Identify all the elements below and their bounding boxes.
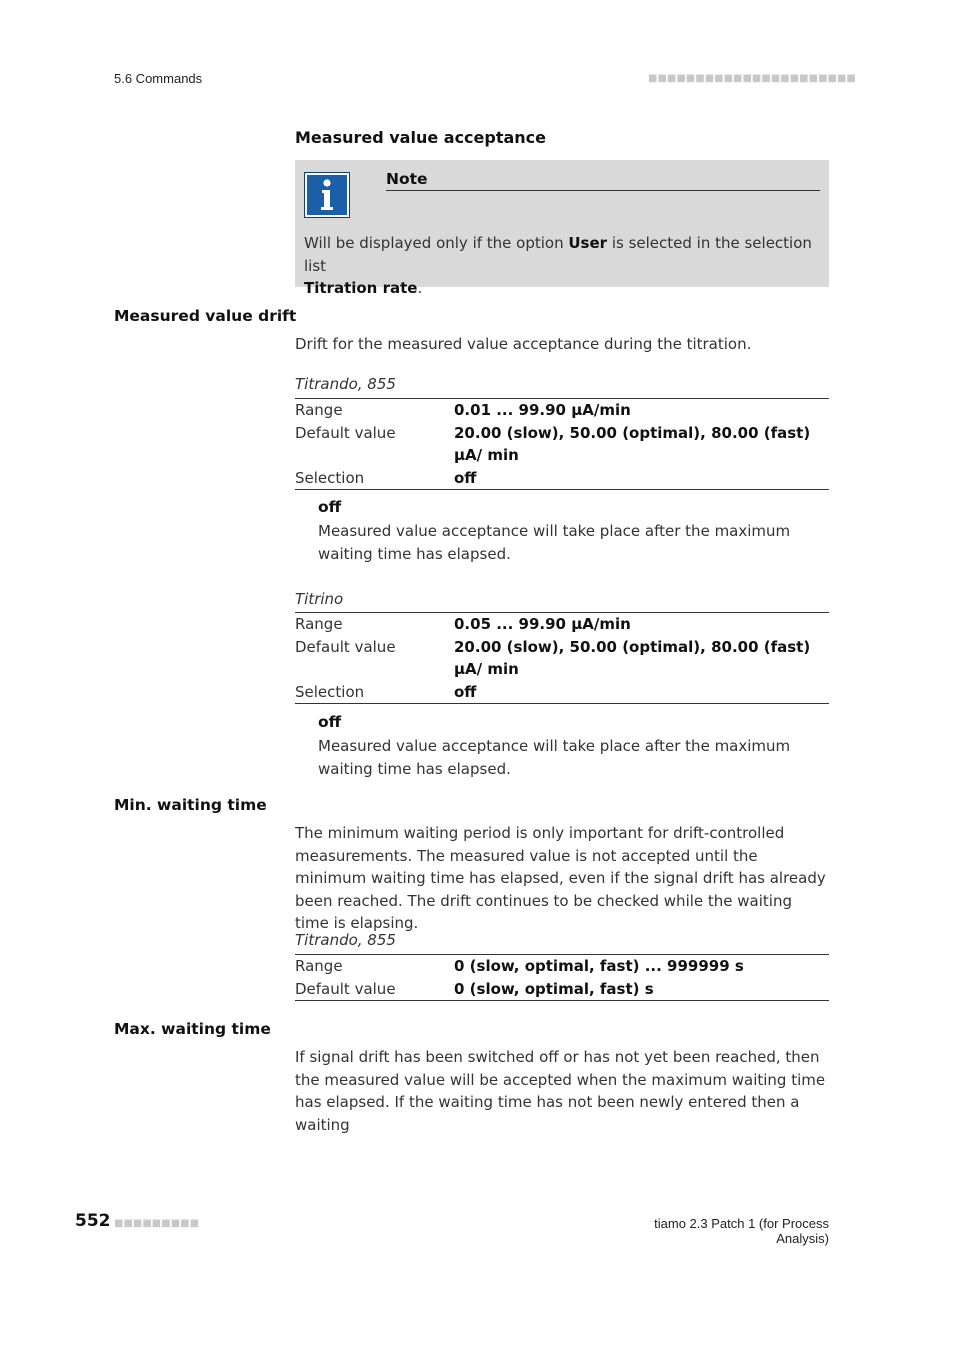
row-value: 0.01 ... 99.90 µA/min [454,401,631,419]
spec-table [295,398,829,490]
row-key: Range [295,401,343,419]
row-key: Selection [295,468,365,487]
row-key: Default value [295,423,396,442]
section-header: 5.6 Commands [114,71,203,86]
spec-table [295,612,829,704]
option-title: off [318,713,342,731]
table-row [295,613,829,636]
row-value: 0 (slow, optimal, fast) s [454,979,654,998]
maxwait-heading: Max. waiting time [114,1020,271,1038]
row-key: Default value [295,637,396,656]
mva-heading: Measured value acceptance [295,128,547,147]
drift-heading: Measured value drift [114,307,297,325]
footer-dots: ■■■■■■■■■ [114,1218,200,1229]
table-row [295,467,829,490]
row-value: 0 (slow, optimal, fast) ... 999999 s [454,957,744,975]
maxwait-description: If signal drift has been switched off or has not yet been reached, then the measured value will be accepted when the maximum waiting time has elapsed. If the waiting time has not been newly entered then a waiting [295,1048,826,1134]
minwait-heading: Min. waiting time [114,796,267,814]
table-caption: Titrando, 855 [295,931,396,949]
note-label: Note [386,170,428,188]
row-value: 0.05 ... 99.90 µA/min [454,615,631,633]
option-title: off [318,498,342,516]
table-row [295,399,829,422]
page-number: 552 [75,1211,111,1231]
table-row [295,422,829,467]
row-key: Selection [295,682,365,701]
row-value: 20.00 (slow), 50.00 (optimal), 80.00 (fast) µA/ min [454,637,811,678]
table-caption: Titrino [295,590,344,608]
info-icon [304,172,350,218]
option-text: Measured value acceptance will take place after the maximum waiting time has elapsed. [318,522,791,563]
table-row [295,978,829,1001]
option-text: Measured value acceptance will take place after the maximum waiting time has elapsed. [318,737,791,778]
table-row [295,681,829,704]
row-value: off [454,468,477,487]
drift-description: Drift for the measured value acceptance during the titration. [295,335,752,353]
row-value: 20.00 (slow), 50.00 (optimal), 80.00 (fast) µA/ min [454,423,811,464]
note-box [295,160,829,297]
header-dots: ■■■■■■■■■■■■■■■■■■■■■■ [648,73,856,84]
row-key: Range [295,957,343,975]
row-value: off [454,682,477,701]
spec-table [295,954,829,1001]
table-caption: Titrando, 855 [295,375,396,393]
note-text: Will be displayed only if the option User is selected in the selection list Titration rate. [304,234,812,297]
table-row [295,955,829,978]
row-key: Default value [295,979,396,998]
table-row [295,636,829,681]
minwait-description: The minimum waiting period is only important for drift-controlled measurements. The measured value is not accepted until the minimum waiting time has elapsed, even if the signal drift has already been reached. The drift continues to be checked while the waiting time is elapsing. [295,824,826,932]
product-name: tiamo 2.3 Patch 1 (for Process Analysis) [654,1216,829,1246]
row-key: Range [295,615,343,633]
